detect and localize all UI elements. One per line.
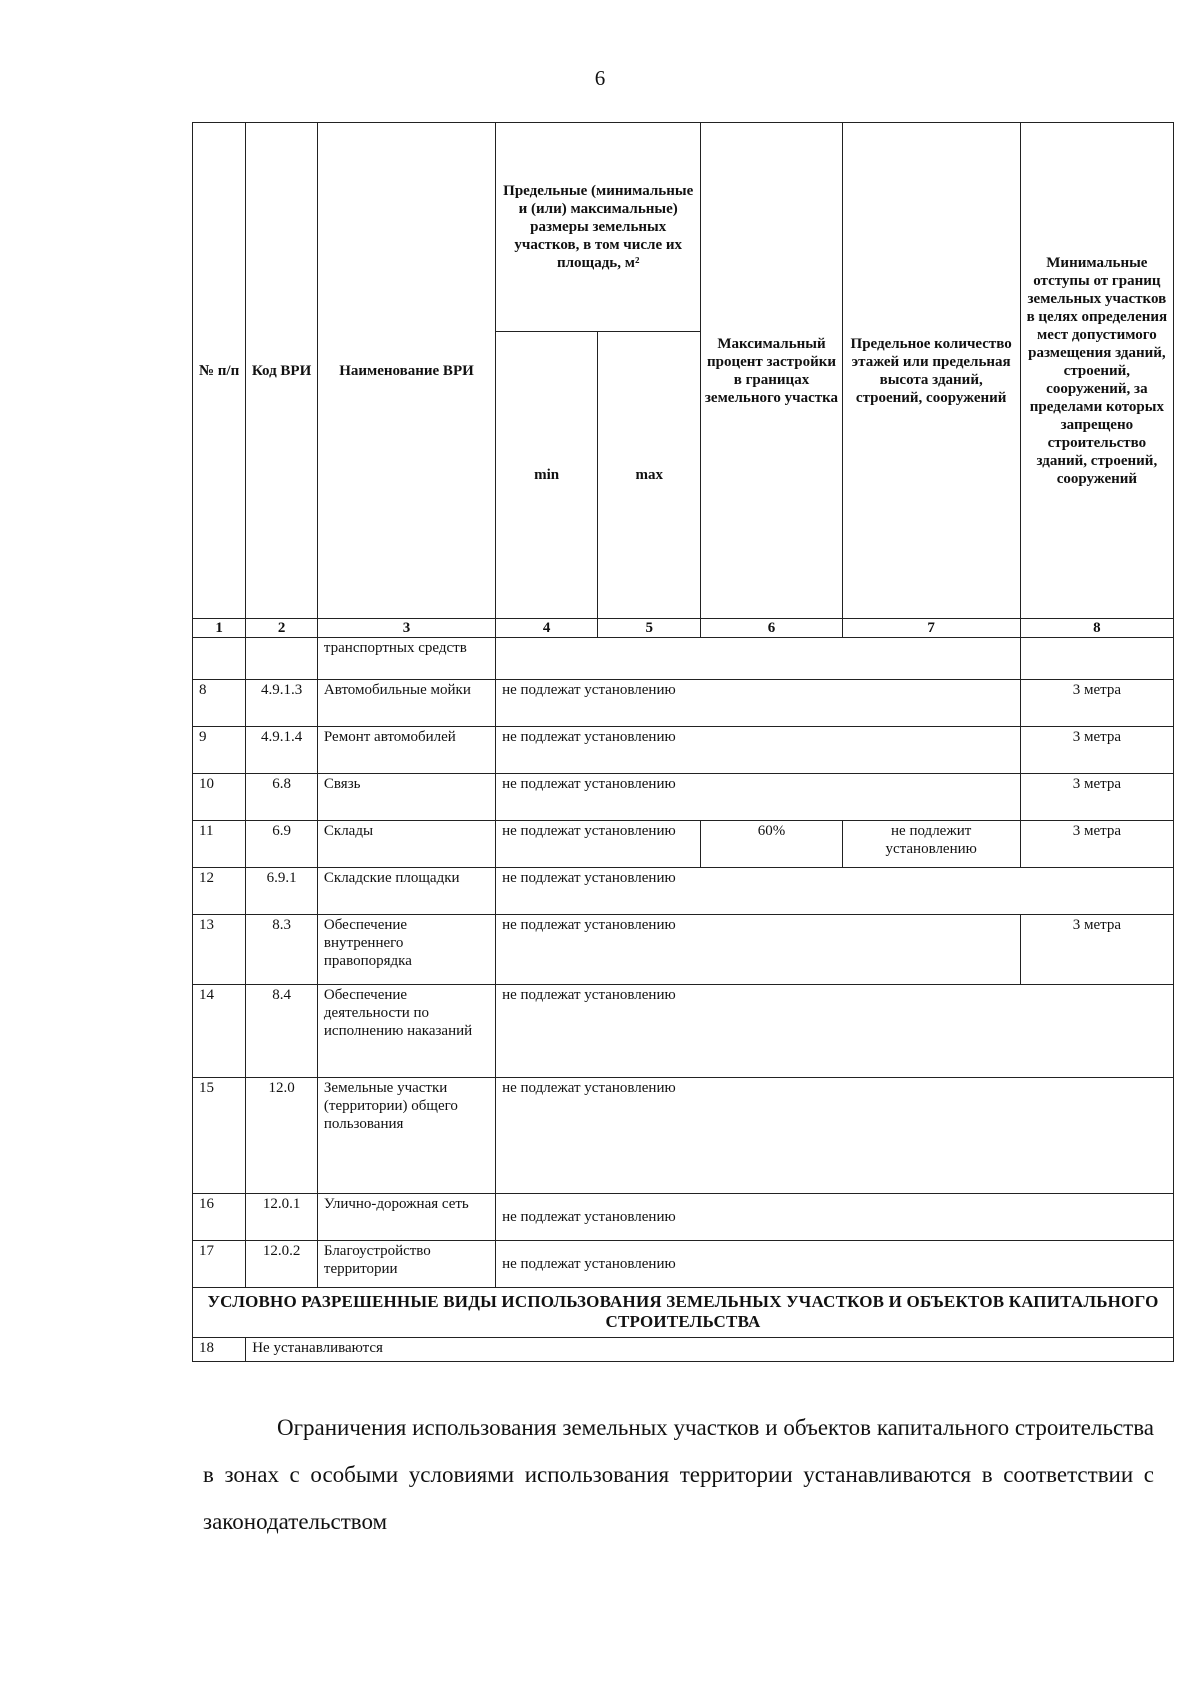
row-num: 15 [193,1078,246,1194]
header-row [193,123,1174,332]
table-row [193,680,1174,727]
header-sizes: Предельные (минимальные и (или) максимальные) размеры земельных участков, в том числе их площадь, м² [496,123,701,332]
header-setback: Минимальные отступы от границ земельных участков в целях определения мест допустимого размещения зданий, строений, сооружений, за пределами которых запрещено строительство зданий, строений, сооружений [1020,123,1173,619]
row-params: не подлежат установлению [496,1194,1174,1241]
row-num: 12 [193,868,246,915]
row-setback: 3 метра [1020,727,1173,774]
column-number: 6 [701,619,842,638]
column-number: 3 [317,619,495,638]
column-number: 1 [193,619,246,638]
row-setback: 3 метра [1020,915,1173,985]
table-row [193,727,1174,774]
row-name: Обеспечение деятельности по исполнению наказаний [317,985,495,1078]
column-number: 4 [496,619,598,638]
row-code: 12.0 [246,1078,318,1194]
row-params: не подлежат установлению [496,774,1021,821]
row-code: 6.8 [246,774,318,821]
row-num [193,638,246,680]
row-name: транспортных средств [317,638,495,680]
table-row [193,821,1174,868]
column-number-row [193,619,1174,638]
row-num: 18 [193,1337,246,1361]
row-setback [1020,638,1173,680]
row-params: не подлежат установлению [496,868,1174,915]
section-row [193,1288,1174,1338]
row-setback: 3 метра [1020,821,1173,868]
row-name: Связь [317,774,495,821]
column-number: 2 [246,619,318,638]
row-code: 6.9 [246,821,318,868]
row-floors: не подлежит установлению [842,821,1020,868]
row-num: 8 [193,680,246,727]
row-code [246,638,318,680]
section-title: УСЛОВНО РАЗРЕШЕННЫЕ ВИДЫ ИСПОЛЬЗОВАНИЯ ЗЕМЕЛЬНЫХ УЧАСТКОВ И ОБЪЕКТОВ КАПИТАЛЬНОГО СТРОИТЕЛЬСТВА [193,1288,1174,1338]
row-num: 14 [193,985,246,1078]
table-row [193,1241,1174,1288]
column-number: 7 [842,619,1020,638]
row-name: Благоустройство территории [317,1241,495,1288]
row-code: 4.9.1.3 [246,680,318,727]
header-name: Наименование ВРИ [317,123,495,619]
row-percent: 60% [701,821,842,868]
header-percent: Максимальный процент застройки в границах земельного участка [701,123,842,619]
table-row [193,985,1174,1078]
row-num: 11 [193,821,246,868]
page-number: 6 [594,66,606,90]
row-code: 12.0.2 [246,1241,318,1288]
row-params: не подлежат установлению [496,1078,1174,1194]
table-row [193,774,1174,821]
column-number: 8 [1020,619,1173,638]
row-name: Обеспечение внутреннего правопорядка [317,915,495,985]
table-row [193,1194,1174,1241]
row-num: 9 [193,727,246,774]
row-params: не подлежат установлению [496,727,1021,774]
row-num: 17 [193,1241,246,1288]
row-size: не подлежат установлению [496,821,701,868]
row-code: 4.9.1.4 [246,727,318,774]
row-name: Автомобильные мойки [317,680,495,727]
table-row [193,868,1174,915]
table-row [193,638,1174,680]
row-name: Склады [317,821,495,868]
row-params [496,638,1021,680]
table-row [193,1337,1174,1361]
row-name: Земельные участки (территории) общего пользования [317,1078,495,1194]
row-params: не подлежат установлению [496,1241,1174,1288]
row-code: 8.4 [246,985,318,1078]
row-name: Складские площадки [317,868,495,915]
row-setback: 3 метра [1020,774,1173,821]
zoning-table [192,122,1174,1362]
header-num: № п/п [193,123,246,619]
row-text: Не устанавливаются [246,1337,1174,1361]
body-paragraph: Ограничения использования земельных участков и объектов капитального строительства в зонах с особыми условиями использования территории устанавливаются в соответствии с законодательством [203,1415,1154,1534]
table-row [193,1078,1174,1194]
row-code: 6.9.1 [246,868,318,915]
header-min: min [496,332,598,619]
row-params: не подлежат установлению [496,985,1174,1078]
row-num: 10 [193,774,246,821]
row-num: 16 [193,1194,246,1241]
row-code: 12.0.1 [246,1194,318,1241]
row-params: не подлежат установлению [496,915,1021,985]
row-name: Улично-дорожная сеть [317,1194,495,1241]
row-code: 8.3 [246,915,318,985]
row-name: Ремонт автомобилей [317,727,495,774]
table-row [193,915,1174,985]
row-params: не подлежат установлению [496,680,1021,727]
row-setback: 3 метра [1020,680,1173,727]
column-number: 5 [598,619,701,638]
header-max: max [598,332,701,619]
header-floors: Предельное количество этажей или предельная высота зданий, строений, сооружений [842,123,1020,619]
row-num: 13 [193,915,246,985]
header-code: Код ВРИ [246,123,318,619]
